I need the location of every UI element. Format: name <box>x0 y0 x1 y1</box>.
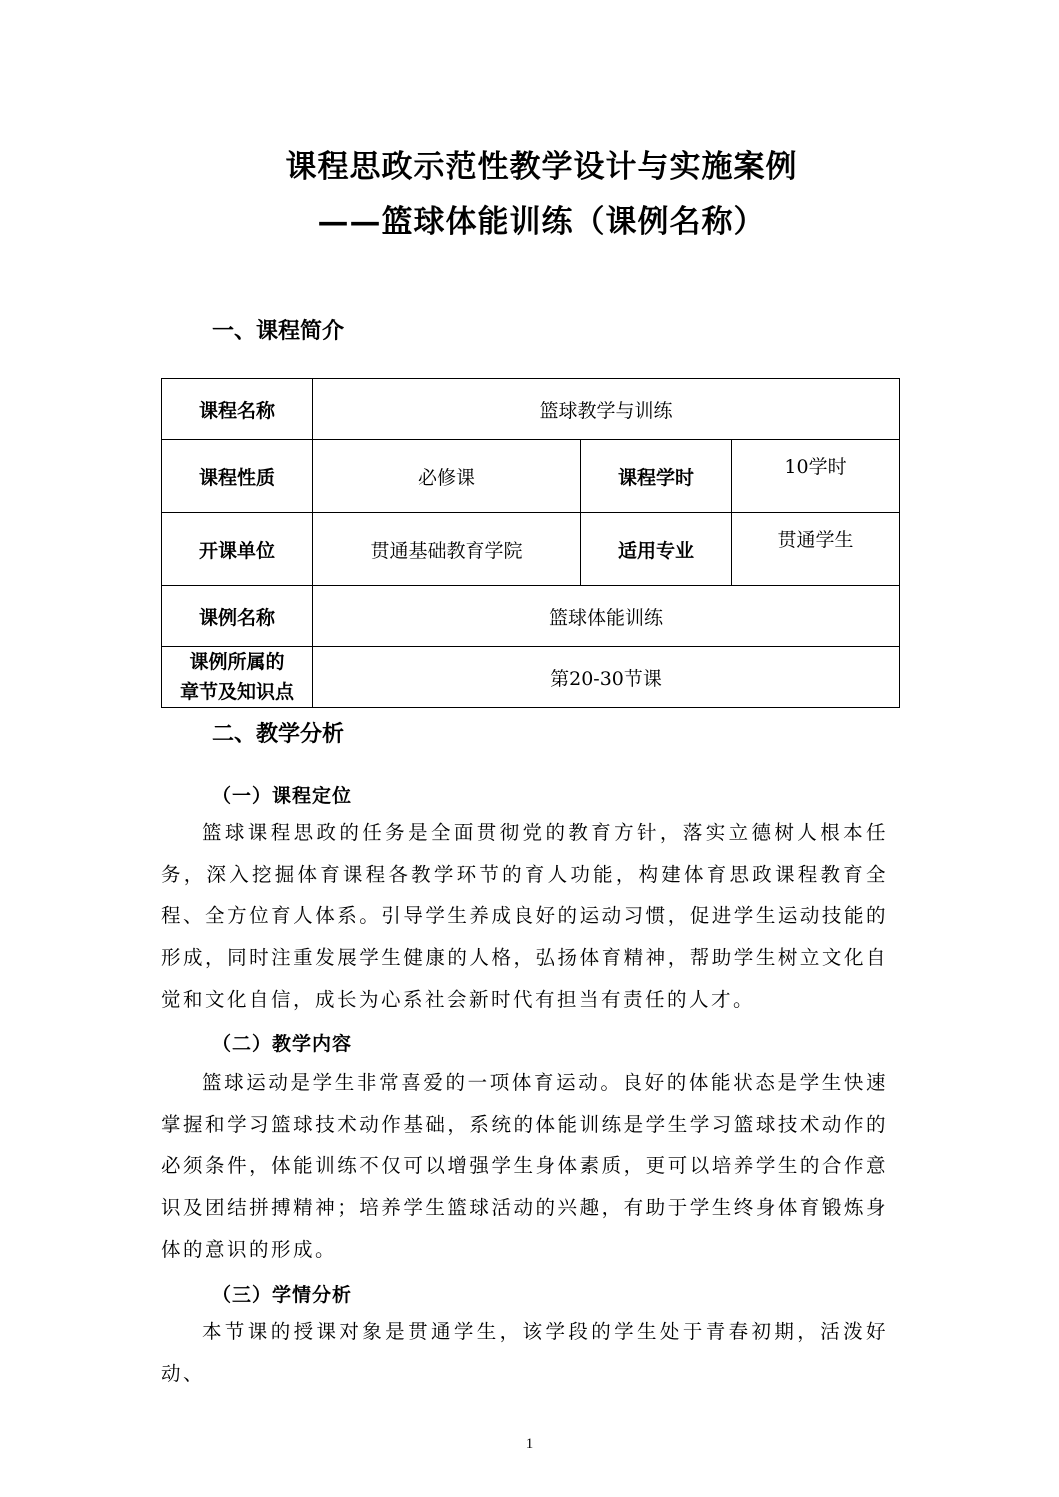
lesson-name-value: 篮球体能训练 <box>313 586 900 647</box>
course-name-value: 篮球教学与训练 <box>313 379 900 440</box>
paragraph-teaching-content: 篮球运动是学生非常喜爱的一项体育运动。良好的体能状态是学生快速掌握和学习篮球技术动作基础，系统的体能训练是学生学习篮球技术动作的必须条件，体能训练不仅可以增强学生身体素质，更可以培养学生的合作意识及团结拼搏精神；培养学生篮球活动的兴趣，有助于学生终身体育锻炼身体的意识的形成。 <box>161 1071 888 1261</box>
chapter-label-line1: 课例所属的 <box>189 651 285 673</box>
page-number: 1 <box>525 1436 534 1452</box>
chapter-value: 第20-30节课 <box>313 647 900 708</box>
lesson-name-label: 课例名称 <box>162 586 313 647</box>
chapter-label <box>162 647 313 708</box>
table-row <box>162 379 900 440</box>
offering-unit-value: 贯通基础教育学院 <box>313 513 581 586</box>
course-hours-value: 10学时 <box>732 440 900 513</box>
subheading-course-positioning: （一）课程定位 <box>212 785 353 807</box>
course-hours-label: 课程学时 <box>581 440 732 513</box>
course-info-table <box>161 378 900 708</box>
course-type-label: 课程性质 <box>162 440 313 513</box>
course-type-value: 必修课 <box>313 440 581 513</box>
table-row <box>162 440 900 513</box>
document-subtitle: ——篮球体能训练（课例名称） <box>317 204 766 240</box>
table-row <box>162 513 900 586</box>
section-heading-course-intro: 一、课程简介 <box>212 318 345 344</box>
chapter-label-line2: 章节及知识点 <box>179 681 294 703</box>
paragraph-course-positioning: 篮球课程思政的任务是全面贯彻党的教育方针，落实立德树人根本任务，深入挖掘体育课程各教学环节的育人功能，构建体育思政课程教育全程、全方位育人体系。引导学生养成良好的运动习惯，促进学生运动技能的形成，同时注重发展学生健康的人格，弘扬体育精神，帮助学生树立文化自觉和文化自信，成长为心系社会新时代有担当有责任的人才。 <box>161 821 888 1011</box>
subheading-student-analysis: （三）学情分析 <box>212 1284 353 1306</box>
paragraph-student-analysis: 本节课的授课对象是贯通学生，该学段的学生处于青春初期，活泼好动、 <box>161 1320 888 1385</box>
applicable-major-value: 贯通学生 <box>732 513 900 586</box>
offering-unit-label: 开课单位 <box>162 513 313 586</box>
subheading-teaching-content: （二）教学内容 <box>212 1033 353 1055</box>
section-heading-teaching-analysis: 二、教学分析 <box>212 721 345 747</box>
course-name-label: 课程名称 <box>162 379 313 440</box>
applicable-major-label: 适用专业 <box>581 513 732 586</box>
table-row <box>162 586 900 647</box>
table-row <box>162 647 900 708</box>
document-title: 课程思政示范性教学设计与实施案例 <box>285 149 798 185</box>
